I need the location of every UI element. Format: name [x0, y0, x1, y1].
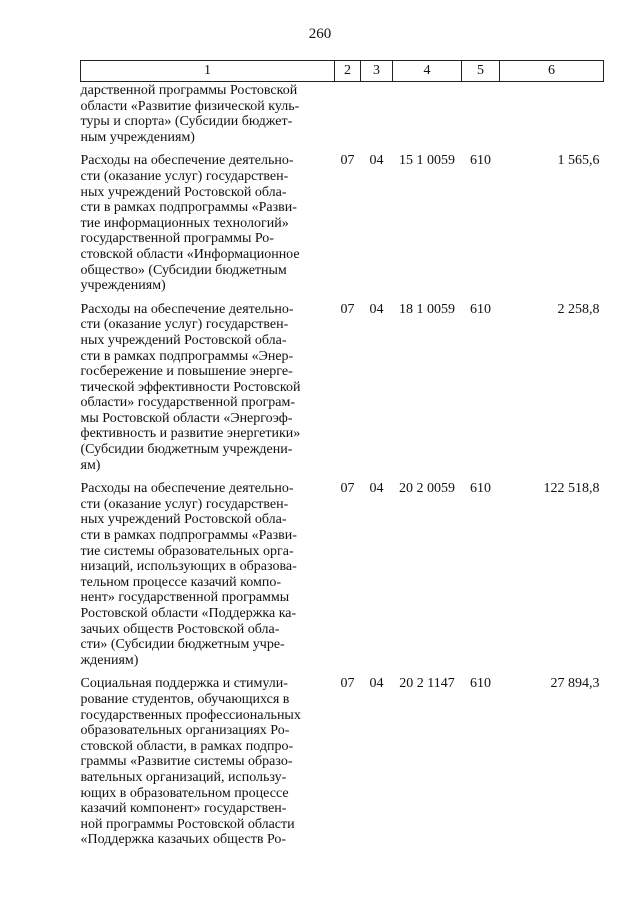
target-article-code: 20 2 1147 [399, 676, 455, 692]
description-line: дарственной программы Ростовской [80, 83, 298, 98]
description-line: ной программы Ростовской области [80, 816, 295, 832]
description-line: тельном процессе казачий компо- [80, 574, 281, 590]
header-col-2: 2 [335, 61, 361, 82]
subsection-code: 04 [369, 676, 384, 692]
description-line: Ростовской области «Поддержка ка- [80, 606, 297, 621]
description-line: Расходы на обеспечение деятельно- [80, 153, 294, 169]
description-line: ных учреждений Ростовской обла- [80, 332, 287, 348]
table-row [81, 145, 604, 293]
header-col-6: 6 [500, 61, 604, 82]
description-line: нент» государственной программы [80, 590, 290, 606]
section-code: 07 [340, 301, 355, 317]
description-line: области «Развитие физической куль- [80, 98, 300, 114]
header-col-4: 4 [393, 61, 462, 82]
amount-value: 27 894,3 [550, 676, 600, 692]
description-line: сти» (Субсидии бюджетным учре- [80, 637, 285, 653]
description-line: государственных профессиональных [80, 707, 301, 723]
description-line: рование студентов, обучающихся в [80, 691, 290, 707]
description-line: ям) [80, 457, 101, 473]
section-code: 07 [340, 676, 355, 692]
description-line: сти (оказание услуг) государствен- [80, 496, 289, 512]
description-line: стовской области, в рамках подпро- [80, 738, 294, 754]
row-description [81, 473, 335, 668]
description-line: государственной программы Ро- [80, 231, 274, 247]
description-line: ющих в образовательном процессе [80, 785, 289, 801]
description-line: тической эффективности Ростовской [80, 379, 301, 395]
header-col-3: 3 [361, 61, 393, 82]
description-line: сти в рамках подпрограммы «Энер- [80, 348, 294, 364]
description-line: сти (оказание услуг) государствен- [80, 317, 289, 333]
row-description [81, 294, 335, 474]
section-code [335, 82, 361, 146]
table-body [81, 82, 604, 848]
expense-type-code [462, 82, 500, 146]
table-row [81, 473, 604, 668]
description-line: «Поддержка казачьих обществ Ро- [80, 832, 287, 848]
expense-type-code: 610 [470, 676, 491, 692]
expense-type-code: 610 [470, 153, 491, 169]
amount-value: 2 258,8 [557, 301, 600, 317]
description-line: туры и спорта» (Субсидии бюджет- [80, 114, 293, 130]
row-description [81, 145, 335, 293]
amount-value: 1 565,6 [557, 153, 600, 169]
description-line: ных учреждений Ростовской обла- [80, 184, 287, 200]
description-line: сти в рамках подпрограммы «Разви- [80, 200, 297, 216]
table-row [81, 294, 604, 474]
description-line: общество» (Субсидии бюджетным [80, 262, 287, 278]
description-line: тие информационных технологий» [80, 215, 289, 231]
budget-table [80, 60, 604, 848]
table-row [81, 668, 604, 848]
target-article-code [393, 82, 462, 146]
description-line: (Субсидии бюджетным учреждени- [80, 442, 293, 458]
subsection-code: 04 [369, 153, 384, 169]
description-line: образовательных организациях Ро- [80, 723, 290, 739]
target-article-code: 18 1 0059 [399, 301, 455, 317]
description-line: ных учреждений Ростовской обла- [80, 512, 287, 528]
description-line: низаций, использующих в образова- [80, 559, 297, 575]
description-line: ждениям) [80, 652, 139, 668]
table-row [81, 82, 604, 146]
header-row [81, 61, 604, 82]
header-col-5: 5 [462, 61, 500, 82]
subsection-code: 04 [369, 481, 384, 497]
target-article-code: 20 2 0059 [399, 481, 455, 497]
description-line: вательных организаций, использу- [80, 769, 287, 785]
target-article-code: 15 1 0059 [399, 153, 455, 169]
subsection-code [361, 82, 393, 146]
description-line: граммы «Развитие системы образо- [80, 754, 293, 770]
description-line: ным учреждениям) [80, 129, 195, 145]
description-line: тие системы образовательных орга- [80, 543, 294, 559]
amount-value: 122 518,8 [543, 481, 600, 497]
expense-type-code: 610 [470, 301, 491, 317]
row-description [81, 82, 335, 146]
subsection-code: 04 [369, 301, 384, 317]
header-col-1: 1 [81, 61, 335, 82]
description-line: Расходы на обеспечение деятельно- [80, 301, 294, 317]
description-line: фективность и развитие энергетики» [80, 426, 301, 442]
description-line: госбережение и повышение энерге- [80, 364, 293, 380]
row-description [81, 668, 335, 848]
description-line: Расходы на обеспечение деятельно- [80, 481, 294, 497]
description-line: Социальная поддержка и стимули- [80, 676, 288, 692]
description-line: мы Ростовской области «Энергоэф- [80, 410, 293, 426]
description-line: области» государственной програм- [80, 395, 296, 411]
page-number: 260 [308, 26, 332, 42]
description-line: зачьих обществ Ростовской обла- [80, 621, 280, 637]
description-line: сти (оказание услуг) государствен- [80, 168, 289, 184]
section-code: 07 [340, 481, 355, 497]
table-header [81, 61, 604, 82]
expense-type-code: 610 [470, 481, 491, 497]
description-line: сти в рамках подпрограммы «Разви- [80, 528, 297, 544]
description-line: учреждениям) [80, 278, 166, 294]
description-line: стовской области «Информационное [80, 246, 300, 262]
amount-value [500, 82, 604, 146]
section-code: 07 [340, 153, 355, 169]
description-line: казачий компонент» государствен- [80, 801, 287, 817]
